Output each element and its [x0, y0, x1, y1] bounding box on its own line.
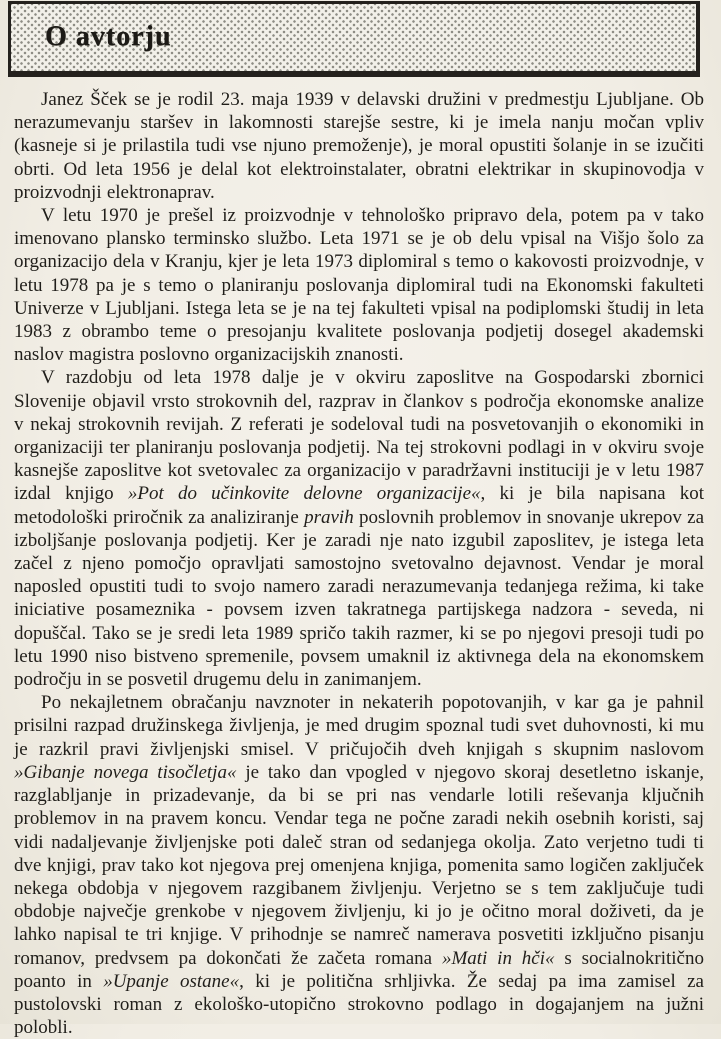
emphasized-title-text: »Upanje ostane«	[103, 970, 240, 992]
paragraph	[14, 204, 704, 366]
text-run: s socialnokritično poanto in	[14, 947, 704, 992]
paragraph	[14, 366, 704, 691]
emphasized-title-text: »Pot do učinkovite delovne organizacije«	[127, 483, 481, 505]
text-run: , ki je politična srhljivka. Že sedaj pa ima zamisel za pustolovski roman z ekološko-utopično strokovno podlago in dogajanjem na južni polobli.	[14, 970, 704, 1039]
section-header-box	[8, 1, 700, 77]
paragraph	[14, 88, 704, 204]
text-run: Janez Šček se je rodil 23. maja 1939 v delavski družini v predmestju Ljubljane. Ob nerazumevanju staršev in lakomnosti starejše sestre, ki je imela nanju močan vpliv (kasneje si je prilastila tudi vse njuno premoženje), je moral opustiti šolanje in se izučiti obrti. Od leta 1956 je delal kot elektroinstalater, obratni elektrikar in skupinovodja v proizvodnji elektronaprav.	[14, 89, 704, 203]
emphasized-title-text: »Gibanje novega tisočletja«	[14, 761, 237, 783]
emphasized-title-text: »Mati in hči«	[441, 947, 555, 969]
text-run: V razdobju od leta 1978 dalje je v okviru zaposlitve na Gospodarski zbornici Slovenije objavil vrsto strokovnih del, razprav in člankov s področja ekonomske analize v nekaj strokovnih revijah. Z referati je sodeloval tudi na posvetovanjih o ekonomiki in organizaciji ter planiranju poslovanja podjetij. Na tej strokovni podlagi in v okviru svoje kasnejše zaposlitve kot svetovalec za organizacijo v paradržavni instituciji je v letu 1987 izdal knjigo	[14, 367, 704, 505]
text-run: je tako dan vpogled v njegovo skoraj desetletno iskanje, razglabljanje in prizadevanje, da bi se pri nas vendarle lotili reševanja ključnih problemov in na pravem koncu. Vendar tega ne počne zaradi nekih osebnih koristi, saj vidi nadaljevanje življenjske poti daleč stran od sedanjega okolja. Zato verjetno tudi ti dve knjigi, prav tako kot njegova prej omenjena knjiga, pomenita samo logičen zaključek nekega obdobja v njegovem razgibanem življenju. Verjetno se s tem zaključuje tudi obdobje največje grenkobe v njegovem življenju, ki jo je očitno moral doživeti, da je lahko napisal te tri knjige. V prihodnje se namreč namerava posvetiti izključno pisanju romanov, predvsem pa dokončati že začeta romana	[14, 761, 704, 969]
emphasized-title-text: pravih	[304, 506, 354, 528]
text-run: V letu 1970 je prešel iz proizvodnje v tehnološko pripravo dela, potem pa v tako imenovano plansko terminsko službo. Leta 1971 se je ob delu vpisal na Višjo šolo za organizacijo dela v Kranju, kjer je leta 1973 diplomiral s temo o kakovosti proizvodnje, v letu 1978 pa je s temo o planiranju poslovanja diplomiral tudi na Ekonomski fakulteti Univerze v Ljubljani. Istega leta se je na tej fakulteti vpisal na podiplomski študij in leta 1983 z obrambo teme o presojanju kvalitete poslovanja podjetij dosegel akademski naslov magistra poslovno organizacijskih znanosti.	[14, 205, 704, 366]
section-title: O avtorju	[45, 21, 172, 52]
text-run: poslovnih problemov in snovanje ukrepov za izboljšanje poslovanja podjetij. Ker je zaradi nje nato izgubil zaposlitev, je istega leta začel z njeno pomočjo opravljati samostojno svetovalno dejavnost. Vendar je moral naposled opustiti tudi to svojo namero zaradi nerazumevanja tedanjega režima, ki take iniciative posameznika - povsem izven takratnega partijskega nadzora - seveda, ni dopuščal. Tako se je sredi leta 1989 spričo takih razmer, ki se po njegovi presoji tudi po letu 1990 niso bistveno spremenile, povsem umaknil iz aktivnega dela na ekonomskem področju in se posvetil drugemu delu in zanimanjem.	[14, 506, 704, 691]
article-body	[14, 88, 704, 1039]
text-run: , ki je bila napisana kot metodološki priročnik za analiziranje	[14, 483, 704, 528]
paragraph	[14, 691, 704, 1039]
text-run: Po nekajletnem obračanju navznoter in nekaterih popotovanjih, v kar ga je pahnil prisilni razpad družinskega življenja, je med drugim spoznal tudi svet duhovnosti, ki mu je razkril pravi življenjski smisel. V pričujočih dveh knjigah s skupnim naslovom	[14, 692, 704, 760]
